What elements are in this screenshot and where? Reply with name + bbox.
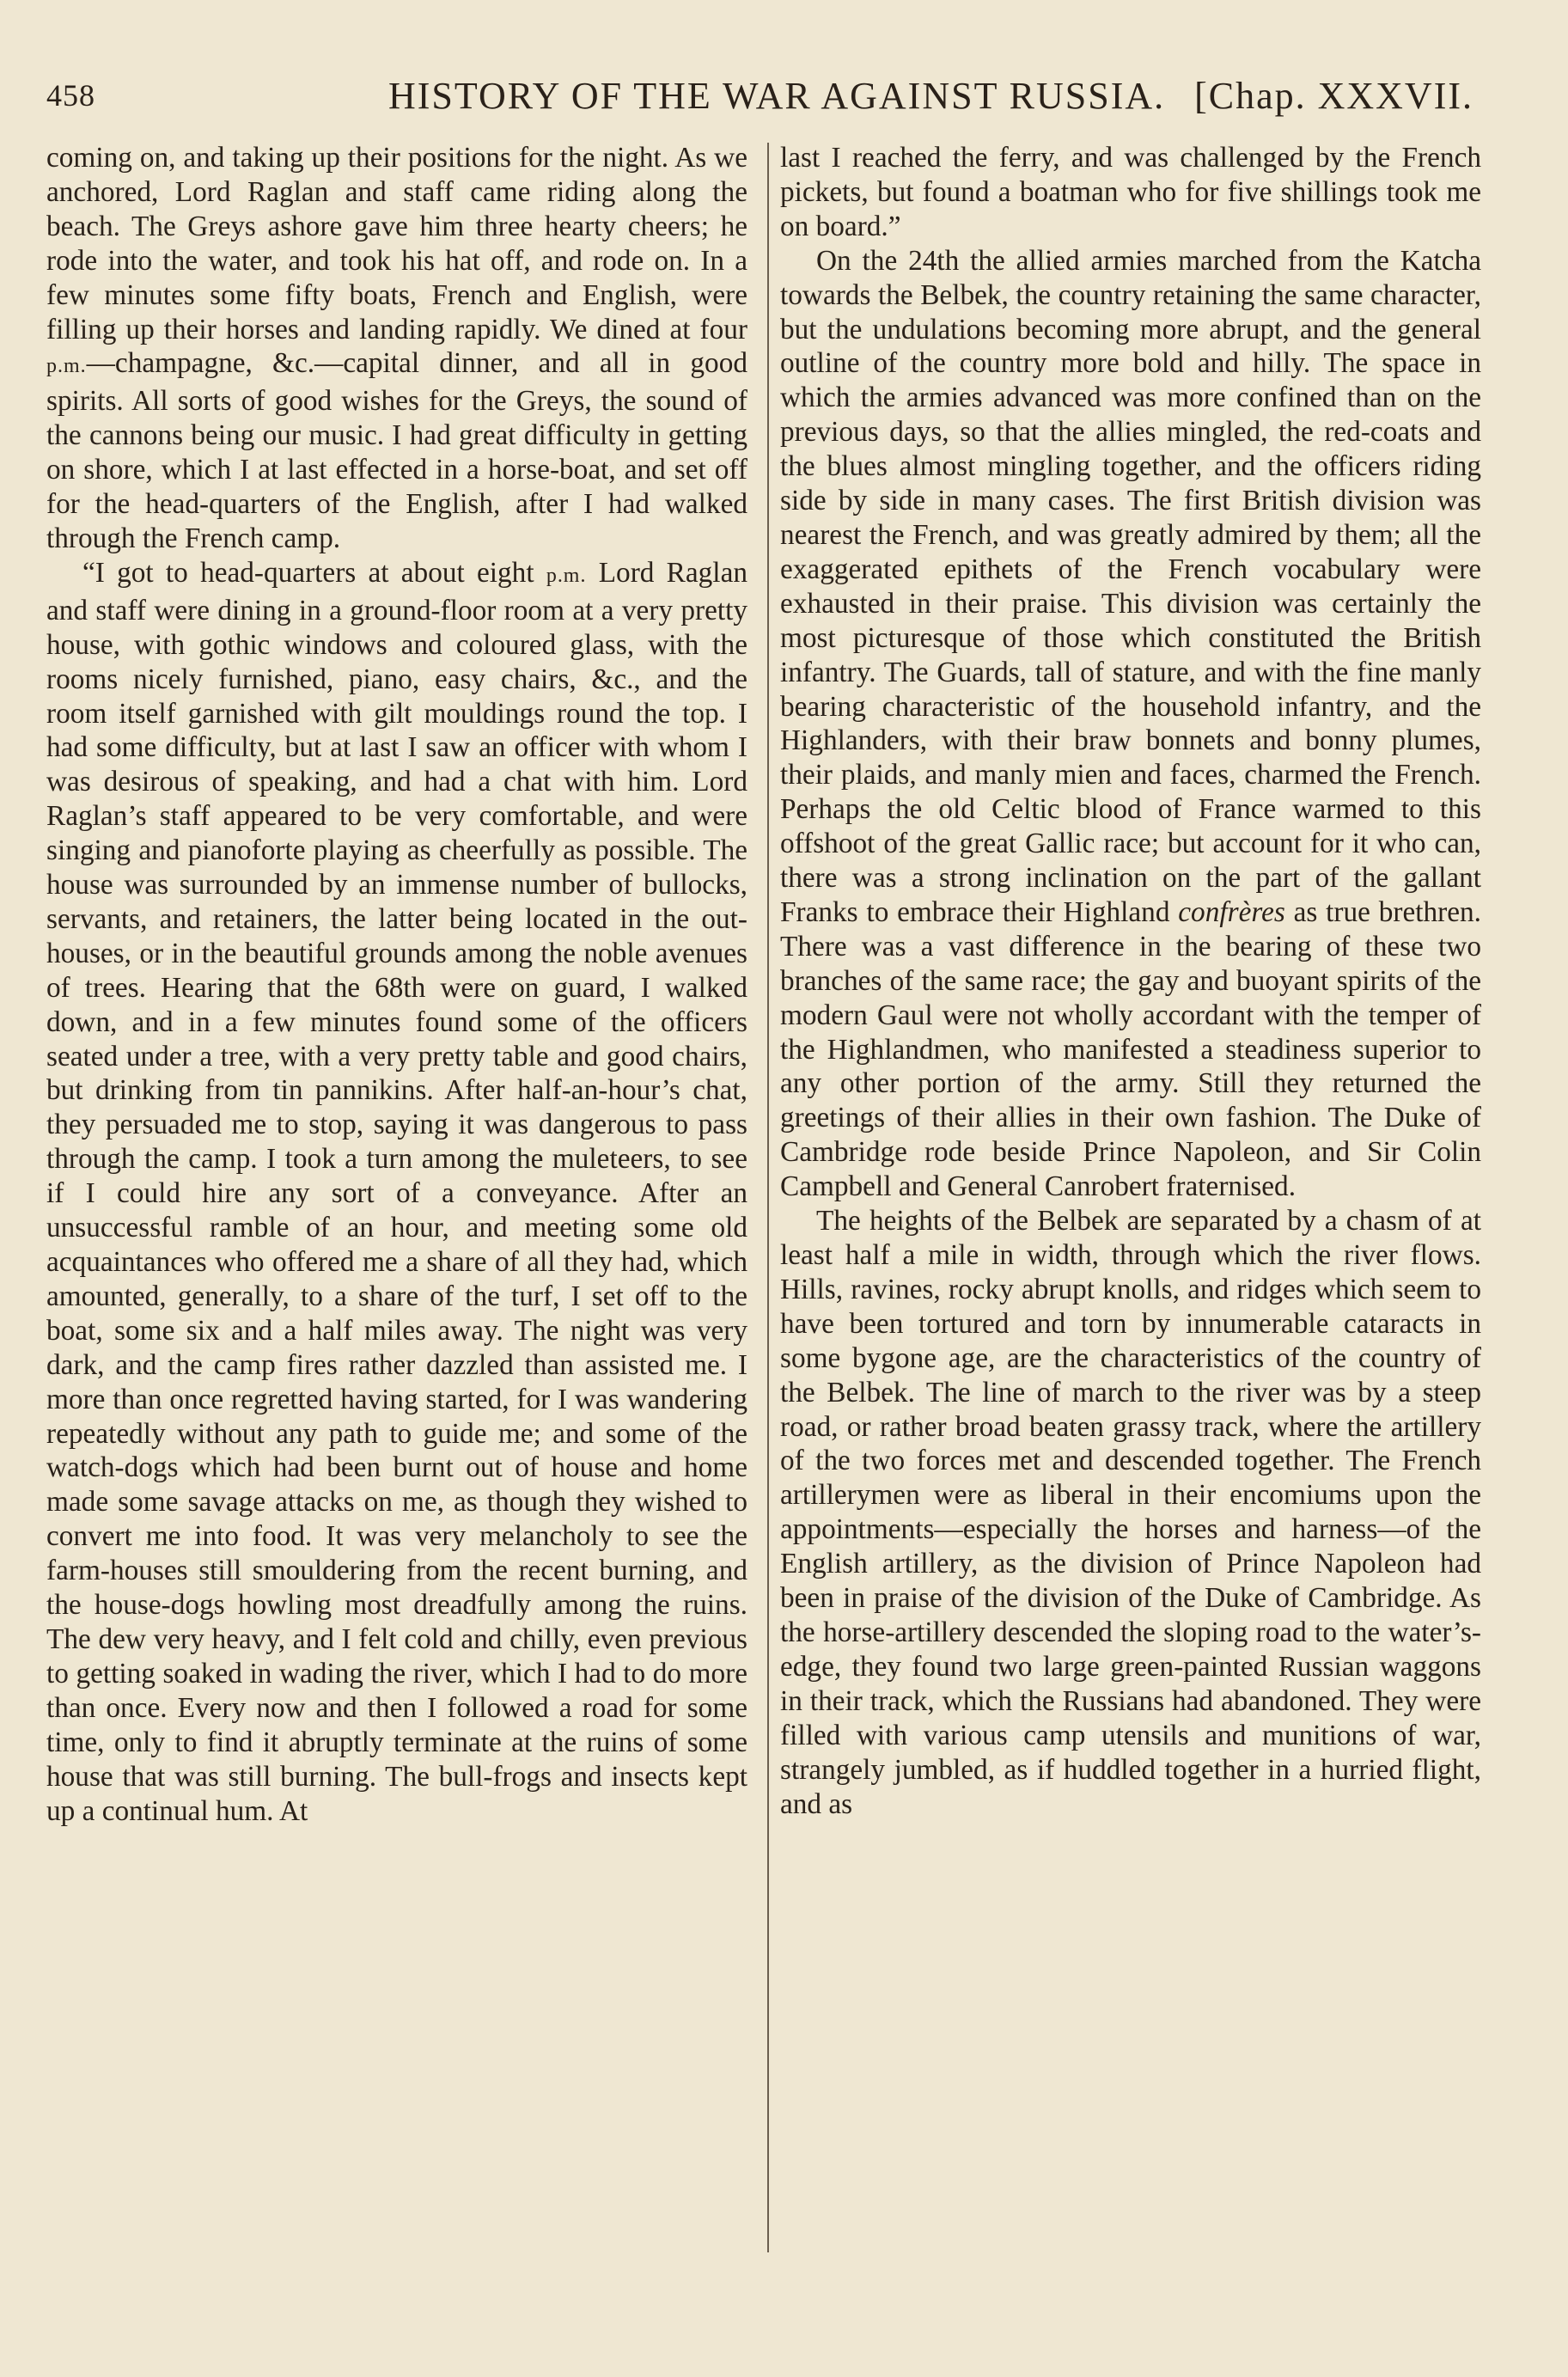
italic-word: confrères [1178, 895, 1285, 928]
paragraph: The heights of the Belbek are separated by a chasm of at least half a mile in width, through which the river flows. Hills, ravines, rocky abrupt knolls, and ridges which seem to have been tortured and torn by innumerable cataracts in some bygone age, are the characteristics of the country of the Belbek. The line of march to the river was by a steep road, or rather broad beaten grassy track, where the artillery of the two forces met and descended together. The French artillerymen were as liberal in their encomiums upon the appointments—especially the horses and harness—of the English artillery, as the division of Prince Napoleon had been in praise of the division of the Duke of Cambridge. As the horse-artillery descended the sloping road to the water’s-edge, they found two large green-painted Russian waggons in their track, which the Russians had abandoned. They were filled with various camp utensils and munitions of war, strangely jumbled, as if huddled together in a hurried flight, and as [780, 1205, 1481, 1820]
chapter-reference: [Chap. XXXVII. [1194, 75, 1473, 117]
time-abbreviation: p.m. [46, 355, 87, 378]
paragraph [46, 141, 747, 556]
page-number: 458 [46, 78, 95, 113]
right-column [780, 141, 1481, 2264]
paragraph-text: On the 24th the allied armies marched from the Katcha towards the Belbek, the country retaining the same character, but the undulations becoming more abrupt, and the general outline of the country more bold and hilly. The space in which the armies advanced was more confined than on the previous days, so that the allies mingled, the red-coats and the blues almost mingling together, and the officers riding side by side in many cases. The first British division was nearest the French, and was greatly admired by them; all the exaggerated epithets of the French vocabulary were exhausted in their praise. This division was certainly the most picturesque of those which constituted the British infantry. The Guards, tall of stature, and with the fine manly bearing characteristic of the household infantry, and the Highlanders, with their braw bonnets and bonny plumes, their plaids, and manly mien and faces, charmed the French. Perhaps the old Celtic blood of France warmed to this offshoot of the great Gallic race; but account for it who can, there was a strong inclination on the part of the gallant Franks to embrace their Highland [780, 244, 1481, 928]
paragraph [780, 244, 1481, 1204]
paragraph-text: “I got to head-quarters at about eight [82, 556, 546, 589]
paragraph [46, 556, 747, 1829]
running-title: HISTORY OF THE WAR AGAINST RUSSIA. [388, 75, 1166, 117]
paragraph-text: as true brethren. There was a vast difference in the bearing of these two branches of the same race; the gay and buoyant spirits of the modern Gaul were not wholly accordant with the temper of the Highlandmen, who manifested a steadiness superior to any other portion of the army. Still they returned the greetings of their allies in their own fashion. The Duke of Cambridge rode beside Prince Napoleon, and Sir Colin Campbell and General Canrobert fraternised. [780, 895, 1481, 1203]
time-abbreviation: p.m. [546, 564, 587, 587]
paragraph-text: —champagne, &c.—capital dinner, and all in good spirits. All sorts of good wishes for the Greys, the sound of the cannons being our music. I had great difficulty in getting on shore, which I at last effected in a horse-boat, and set off for the head-quarters of the English, after I had walked through the French camp. [46, 347, 747, 554]
paragraph-text: Lord Raglan and staff were dining in a ground-floor room at a very pretty house, with gothic windows and coloured glass, with the rooms nicely furnished, piano, easy chairs, &c., and the room itself garnished with gilt mouldings round the top. I had some difficulty, but at last I saw an officer with whom I was desirous of speaking, and had a chat with him. Lord Raglan’s staff appeared to be very comfortable, and were singing and pianoforte playing as cheerfully as possible. The house was surrounded by an immense number of bullocks, servants, and retainers, the latter being located in the out-houses, or in the beautiful grounds among the noble avenues of trees. Hearing that the 68th were on guard, I walked down, and in a few minutes found some of the officers seated under a tree, with a very pretty table and good chairs, but drinking from tin pannikins. After half-an-hour’s chat, they persuaded me to stop, saying it was dangerous to pass through the camp. I took a turn among the muleteers, to see if I could hire any sort of a conveyance. After an unsuccessful ramble of an hour, and meeting some old acquaintances who offered me a share of all they had, which amounted, generally, to a share of the turf, I set off to the boat, some six and a half miles away. The night was very dark, and the camp fires rather dazzled than assisted me. I more than once regretted having started, for I was wandering repeatedly without any path to guide me; and some of the watch-dogs which had been burnt out of house and home made some savage attacks on me, as though they wished to convert me into food. It was very melancholy to see the farm-houses still smouldering from the recent burning, and the house-dogs howling most dreadfully among the ruins. The dew very heavy, and I felt cold and chilly, even previous to getting soaked in wading the river, which I had to do more than once. Every now and then I followed a road for some time, only to find it abruptly terminate at the ruins of some house that was still burning. The bull-frogs and insects kept up a continual hum. At [46, 556, 747, 1827]
paragraph: last I reached the ferry, and was challenged by the French pickets, but found a boatman who for five shillings took me on board.” [780, 142, 1481, 242]
page-header [46, 67, 1473, 127]
column-divider [767, 143, 769, 2252]
paragraph-text: coming on, and taking up their positions for the night. As we anchored, Lord Raglan and staff came riding along the beach. The Greys ashore gave him three hearty cheers; he rode into the water, and took his hat off, and rode on. In a few minutes some fifty boats, French and English, were filling up their horses and landing rapidly. We dined at four [46, 142, 747, 345]
left-column [46, 141, 747, 2264]
